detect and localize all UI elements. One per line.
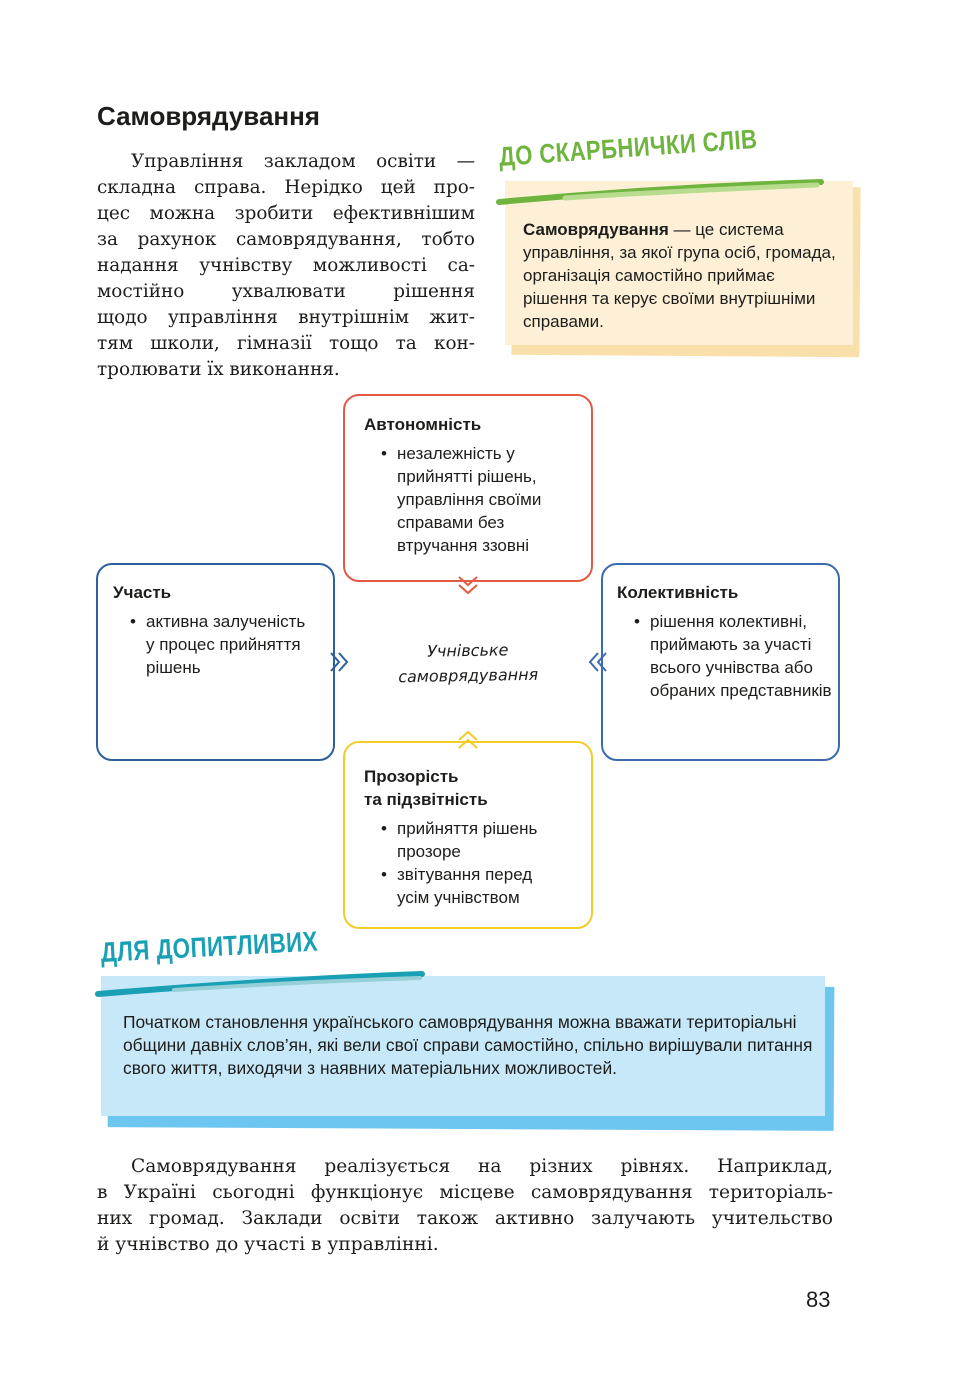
intro-line: цес можна зробити ефективнішим bbox=[97, 203, 475, 224]
closing-paragraph bbox=[97, 1154, 833, 1258]
chevron-right-icon bbox=[328, 650, 350, 674]
card-autonomy bbox=[343, 394, 593, 582]
closing-line: Самоврядування реалізується на різних рівнях. Наприклад, bbox=[131, 1156, 833, 1177]
intro-line: надання учнівству можливості са- bbox=[97, 255, 475, 276]
curious-title: ДЛЯ ДОПИТЛИВИХ bbox=[100, 925, 319, 968]
vocab-definition-text: — це система управління, за якої група осіб, громада, організація самостійно приймає рішення та керує своїми внутрішніми справами. bbox=[523, 220, 836, 331]
card-bullets bbox=[364, 442, 591, 557]
card-title bbox=[364, 765, 591, 811]
intro-paragraph bbox=[97, 149, 475, 383]
vocab-title: ДО СКАРБНИЧКИ СЛІВ bbox=[498, 123, 759, 172]
section-heading: Самоврядування bbox=[97, 101, 320, 131]
intro-line: тям школи, гімназії тощо та кон- bbox=[97, 333, 475, 354]
bullet-item: • рішення колективні, приймають за участі всього учнівства або обраних представників bbox=[634, 610, 836, 702]
card-participation bbox=[96, 563, 335, 761]
chevron-down-icon bbox=[456, 574, 480, 596]
closing-line: них громад. Заклади освіти також активно залучають учительство bbox=[97, 1208, 833, 1229]
intro-line: складна справа. Нерідко цей про- bbox=[97, 177, 475, 198]
closing-line: й учнівство до участі в управлінні. bbox=[97, 1234, 439, 1255]
bullet-item: • звітування перед усім учнівством bbox=[381, 863, 567, 909]
card-bullets bbox=[364, 817, 591, 909]
card-title: Колективність bbox=[617, 583, 739, 602]
intro-line: мостійно ухвалювати рішення bbox=[97, 281, 475, 302]
curious-brush-stroke bbox=[94, 966, 428, 1002]
curious-text: Початком становлення українського самоврядування можна вважати територіальні общини давніх слов’ян, які вели свої справи самостійно, спільно вирішували питання свого життя, виходячи з наявних матеріальних можливостей. bbox=[123, 1012, 813, 1078]
bullet-item: • незалежність у прийнятті рішень, управління своїми справами без втручання ззовні bbox=[381, 442, 575, 557]
chevron-up-icon bbox=[456, 729, 480, 751]
card-title-line: та підзвітність bbox=[364, 790, 488, 809]
intro-line: щодо управління внутрішнім жит- bbox=[97, 307, 475, 328]
card-title: Участь bbox=[113, 583, 172, 602]
center-label-line: самоврядування bbox=[398, 664, 539, 687]
chevron-left-icon bbox=[587, 650, 609, 674]
vocab-term: Самоврядування bbox=[523, 220, 669, 239]
closing-line: в Україні сьогодні функціонує місцеве самоврядування територіаль- bbox=[97, 1182, 833, 1203]
bullet-item: • активна залученість у процес прийняття рішень bbox=[130, 610, 306, 679]
bullet-item: • прийняття рішень прозоре bbox=[381, 817, 567, 863]
diagram-center-label bbox=[378, 636, 559, 689]
card-transparency bbox=[343, 741, 593, 929]
center-label-line: Учнівське bbox=[426, 640, 509, 661]
intro-line: тролювати їх виконання. bbox=[97, 359, 340, 380]
card-title: Автономність bbox=[364, 415, 482, 434]
intro-line: за рахунок самоврядування, тобто bbox=[97, 229, 475, 250]
page-number: 83 bbox=[806, 1287, 831, 1312]
vocab-definition bbox=[523, 218, 843, 333]
intro-line: Управління закладом освіти — bbox=[131, 151, 475, 172]
card-bullets bbox=[113, 610, 333, 679]
card-title-line: Прозорість bbox=[364, 767, 459, 786]
card-bullets bbox=[617, 610, 838, 702]
card-collectivity bbox=[601, 563, 840, 761]
vocab-brush-stroke bbox=[495, 172, 825, 212]
